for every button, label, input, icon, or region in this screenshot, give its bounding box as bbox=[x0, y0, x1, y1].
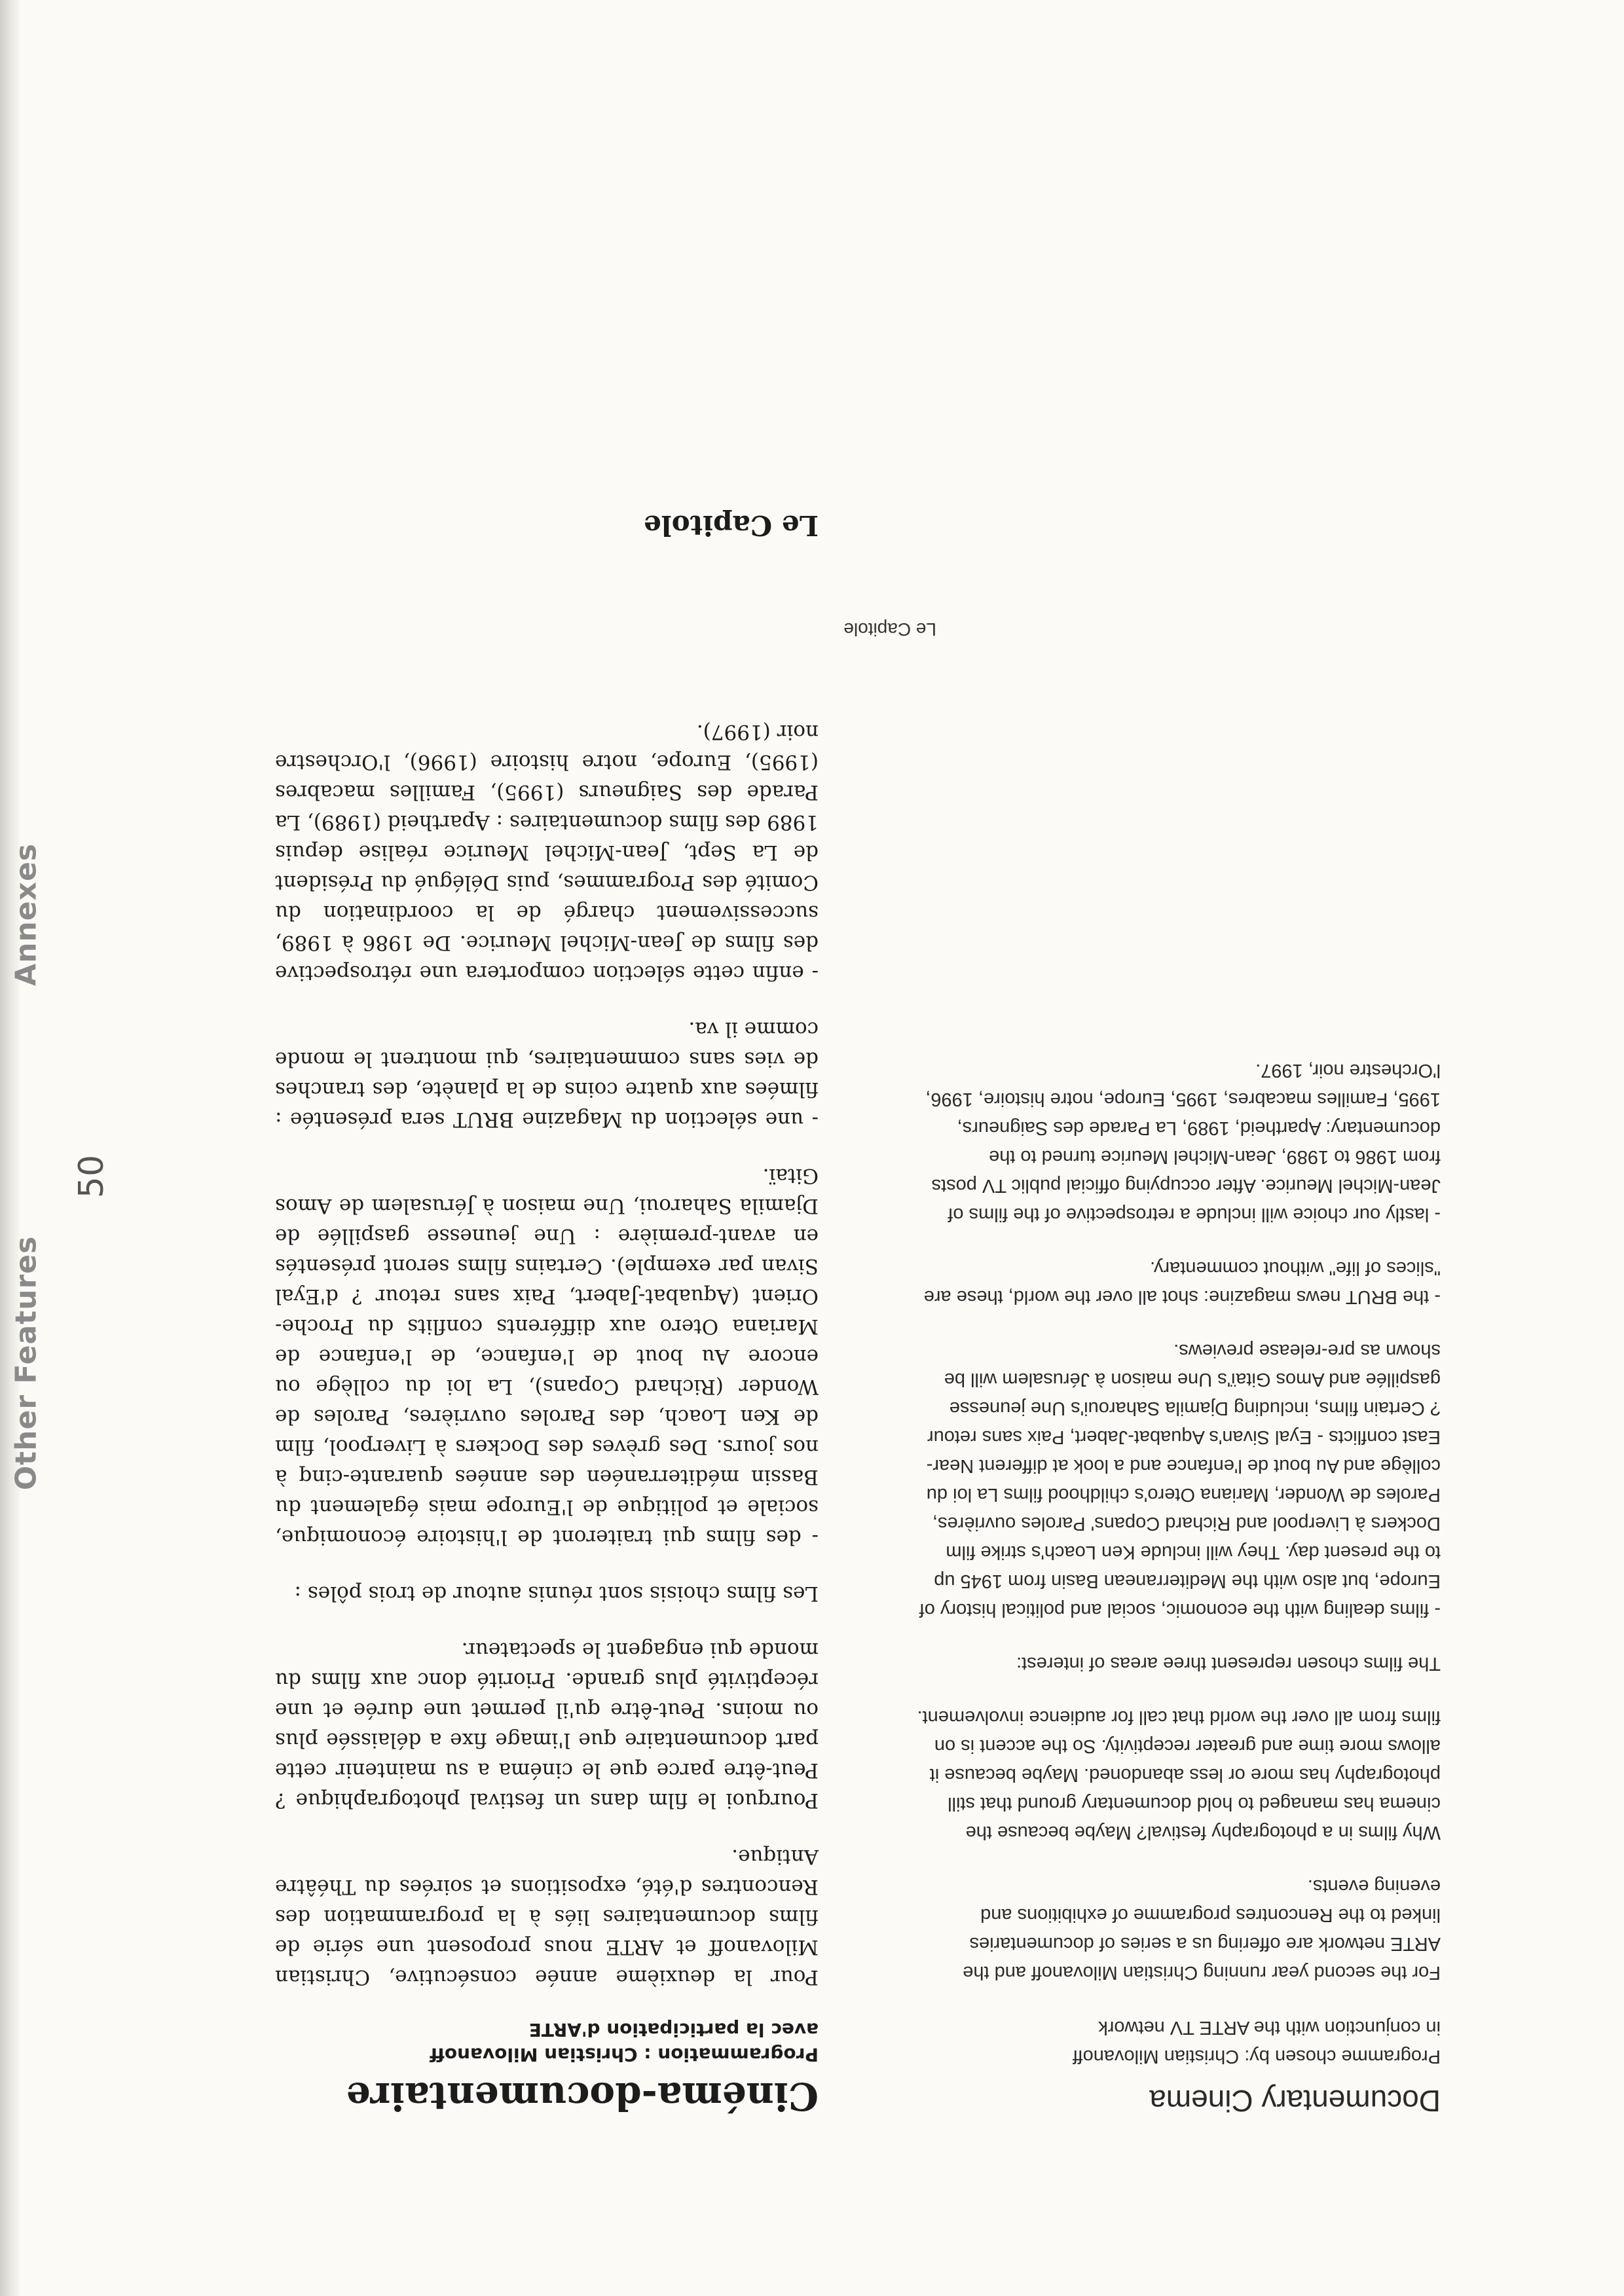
section-tabs bbox=[0, 816, 52, 1491]
english-column bbox=[917, 1031, 1441, 2119]
page-number: 50 bbox=[72, 1154, 111, 1199]
french-paragraph: Les films choisis sont réunis autour de trois pôles : bbox=[294, 1582, 819, 1605]
french-subtitle: Programmation : Christian Milovanoff avec la participation d'ARTE bbox=[430, 2019, 819, 2066]
french-paragraph: Pour la deuxième année consécutive, Christian Milovanoff et ARTE nous proposent une série de films documentaires liés à la programmation des Rencontres d'été, expositions et soirées du Théâtre Antique. bbox=[275, 1845, 819, 1989]
english-paragraph: - lastly our choice will include a retrospective of the films of Jean-Michel Meurice. After occupying official public TV posts from 1986 to 1989, Jean-Michel Meurice turned to the documentary: Apartheid, 1989, La Parade des Saigneurs, 1995, Familles macabres, 1995, Europe, notre histoire, 1996, l'Orchestre noir, 1997. bbox=[925, 1060, 1441, 1225]
tab-other-features: Other Features bbox=[9, 1235, 43, 1491]
english-paragraph: The films chosen represent three areas of interest: bbox=[1016, 1653, 1441, 1674]
english-venue-label: Le Capitole bbox=[843, 619, 936, 640]
english-paragraph: For the second year running Christian Milovanoff and the ARTE network are offering us a series of documentaries linked to the Rencontres programme of exhibitions and evening events. bbox=[963, 1876, 1441, 1983]
french-paragraph: - une sélection du Magazine BRUT sera présentée : filmées aux quatre coins de la planète, des tranches de vies sans commentaires, qui montrent le monde comme il va. bbox=[275, 1017, 819, 1131]
english-title: Documentary Cinema bbox=[1149, 2084, 1441, 2118]
english-paragraph: Why films in a photography festival? Maybe because the cinema has managed to hold documentary ground that still photography has more or less abandoned. Maybe because it allows more time and greater receptivity. So the accent is on films from all over the world that call for audience involvement. bbox=[917, 1707, 1441, 1843]
english-paragraph: - the BRUT news magazine: shot all over the world, these are "slices of life" without commentary. bbox=[923, 1258, 1441, 1307]
english-paragraph: - films dealing with the economic, social and political history of Europe, but also with the Mediterranean Basin from 1945 up to the present day. They will include Ken Loach's strike film Dockers à Liverpool and Richard Copans' Paroles ouvrières, Paroles de Wonder, Mariana Otero's childhood films La loi du collège and Au bout de l'enfance and a look at different Near-East conflicts - Eyal Sivan's Aquabat-Jabert, Paix sans retour ? Certain films, including Djamila Saharoui's Une jeunesse gaspillée and Amos Gitaï's Une maison à Jérusalem will be shown as pre-release previews. bbox=[919, 1340, 1441, 1620]
french-paragraph: - des films qui traiteront de l'histoire économique, sociale et politique de l'Europe mais également du Bassin méditerranéen des années quarante-cinq à nos jours. Des grèves des Dockers à Liverpool, film de Ken Loach, des Paroles ouvrières, Paroles de Wonder (Richard Copans), La loi du collège ou encore Au bout de l'enfance, de l'enfance de Mariana Otero aux différents conflits du Proche-Orient (Aquabat-Jabert, Paix sans retour ? d'Eyal Sivan par exemple). Certains films seront présentés en avant-première : Une jeunesse gaspillée de Djamila Saharoui, Une maison à Jérusalem de Amos Gitaï. bbox=[275, 1164, 819, 1549]
french-paragraph: Pourquoi le film dans un festival photographique ? Peut-être parce que le cinéma a su maintenir cette part documentaire que l'image fixe a délaissée plus ou moins. Peut-être qu'il permet une durée et une réceptivité plus grande. Priorité donc aux films du monde qui engagent le spectateur. bbox=[275, 1638, 819, 1812]
french-venue-heading: Le Capitole bbox=[644, 509, 819, 541]
tab-annexes: Annexes bbox=[9, 843, 43, 986]
english-subtitle: Programme chosen by: Christian Milovanoff in conjunction with the ARTE TV network bbox=[1073, 2017, 1441, 2067]
french-column bbox=[275, 691, 819, 2119]
french-title: Cinéma-documentaire bbox=[346, 2074, 819, 2119]
french-paragraph: - enfin cette sélection comportera une rétrospective des films de Jean-Michel Meurice. De 1986 à 1989, successivement chargé de la coordination du Comité des Programmes, puis Délégué du Président de La Sept, Jean-Michel Meurice réalise depuis 1989 des films documentaires : Apartheid (1989), La Parade des Saigneurs (1995), Familles macabres (1995), Europe, notre histoire (1996), l'Orchestre noir (1997). bbox=[275, 720, 819, 985]
